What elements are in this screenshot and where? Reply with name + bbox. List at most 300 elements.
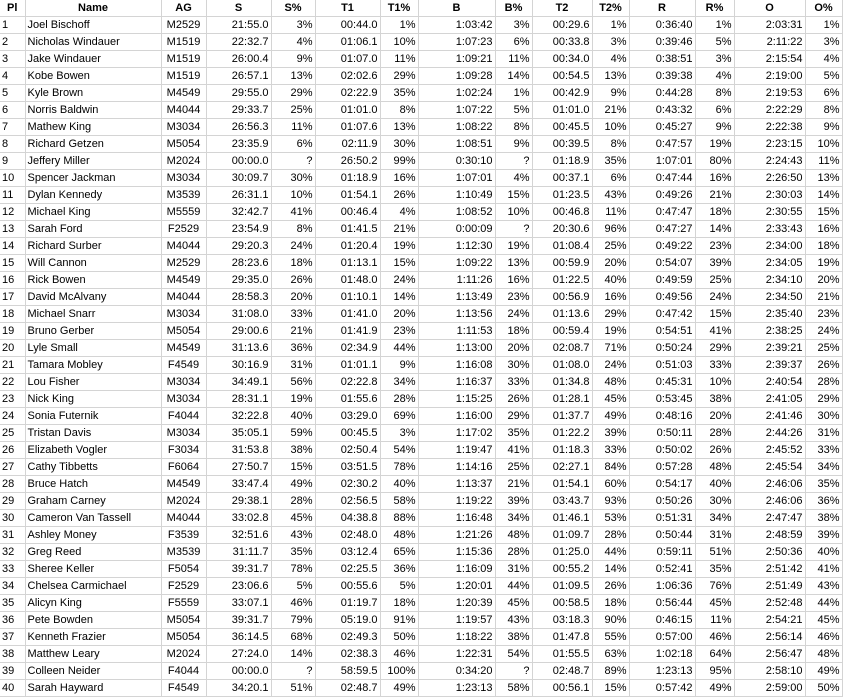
cell-pl[interactable]: 40: [0, 680, 25, 697]
cell-b[interactable]: 1:20:01: [418, 578, 495, 595]
cell-b[interactable]: 0:00:09: [418, 221, 495, 238]
cell-name[interactable]: Michael Snarr: [25, 306, 161, 323]
cell-b[interactable]: 1:13:56: [418, 306, 495, 323]
cell-pl[interactable]: 31: [0, 527, 25, 544]
cell-o[interactable]: 2:19:00: [734, 68, 805, 85]
cell-t2-pct[interactable]: 10%: [592, 119, 629, 136]
cell-o[interactable]: 2:51:42: [734, 561, 805, 578]
cell-b-pct[interactable]: 13%: [495, 255, 532, 272]
cell-pl[interactable]: 6: [0, 102, 25, 119]
cell-t1[interactable]: 02:48.7: [315, 680, 380, 697]
cell-r-pct[interactable]: 31%: [695, 527, 734, 544]
cell-pl[interactable]: 29: [0, 493, 25, 510]
cell-name[interactable]: Matthew Leary: [25, 646, 161, 663]
cell-r-pct[interactable]: 45%: [695, 595, 734, 612]
cell-o-pct[interactable]: 13%: [805, 170, 842, 187]
cell-pl[interactable]: 38: [0, 646, 25, 663]
cell-o-pct[interactable]: 8%: [805, 102, 842, 119]
cell-t2[interactable]: 20:30.6: [532, 221, 592, 238]
cell-t2[interactable]: 00:45.5: [532, 119, 592, 136]
cell-t1-pct[interactable]: 20%: [380, 306, 418, 323]
cell-b[interactable]: 1:07:01: [418, 170, 495, 187]
cell-o-pct[interactable]: 4%: [805, 51, 842, 68]
cell-t1[interactable]: 01:54.1: [315, 187, 380, 204]
cell-t2-pct[interactable]: 1%: [592, 17, 629, 34]
header-o[interactable]: O: [734, 0, 805, 17]
cell-t2[interactable]: 00:59.9: [532, 255, 592, 272]
cell-ag[interactable]: M3034: [161, 306, 206, 323]
cell-t1-pct[interactable]: 16%: [380, 170, 418, 187]
cell-r-pct[interactable]: 49%: [695, 680, 734, 697]
cell-ag[interactable]: M4549: [161, 85, 206, 102]
cell-s-pct[interactable]: 18%: [271, 255, 315, 272]
cell-s[interactable]: 23:06.6: [206, 578, 271, 595]
cell-s-pct[interactable]: 43%: [271, 527, 315, 544]
cell-s-pct[interactable]: 45%: [271, 510, 315, 527]
cell-t1-pct[interactable]: 10%: [380, 34, 418, 51]
table-row[interactable]: [0, 102, 842, 119]
cell-r-pct[interactable]: 21%: [695, 187, 734, 204]
cell-t2-pct[interactable]: 71%: [592, 340, 629, 357]
cell-t1-pct[interactable]: 13%: [380, 119, 418, 136]
cell-o[interactable]: 2:22:38: [734, 119, 805, 136]
cell-s-pct[interactable]: 35%: [271, 544, 315, 561]
cell-t1-pct[interactable]: 91%: [380, 612, 418, 629]
cell-pl[interactable]: 14: [0, 238, 25, 255]
cell-b[interactable]: 1:13:49: [418, 289, 495, 306]
cell-t1[interactable]: 00:44.0: [315, 17, 380, 34]
cell-ag[interactable]: F5054: [161, 561, 206, 578]
cell-t1-pct[interactable]: 8%: [380, 102, 418, 119]
header-name[interactable]: Name: [25, 0, 161, 17]
cell-s-pct[interactable]: 68%: [271, 629, 315, 646]
cell-ag[interactable]: M3539: [161, 544, 206, 561]
cell-s[interactable]: 36:14.5: [206, 629, 271, 646]
cell-t1-pct[interactable]: 14%: [380, 289, 418, 306]
cell-s[interactable]: 28:31.1: [206, 391, 271, 408]
table-row[interactable]: [0, 272, 842, 289]
cell-t2-pct[interactable]: 44%: [592, 544, 629, 561]
cell-r-pct[interactable]: 26%: [695, 442, 734, 459]
cell-o[interactable]: 2:22:29: [734, 102, 805, 119]
cell-b-pct[interactable]: 58%: [495, 680, 532, 697]
cell-t1-pct[interactable]: 48%: [380, 527, 418, 544]
header-b[interactable]: B: [418, 0, 495, 17]
cell-s-pct[interactable]: 30%: [271, 170, 315, 187]
table-row[interactable]: [0, 680, 842, 697]
cell-o[interactable]: 2:30:03: [734, 187, 805, 204]
cell-r[interactable]: 0:36:40: [629, 17, 695, 34]
cell-b-pct[interactable]: 3%: [495, 17, 532, 34]
cell-s-pct[interactable]: 21%: [271, 323, 315, 340]
cell-r-pct[interactable]: 41%: [695, 323, 734, 340]
cell-b-pct[interactable]: 15%: [495, 187, 532, 204]
table-row[interactable]: [0, 340, 842, 357]
cell-b-pct[interactable]: 31%: [495, 561, 532, 578]
cell-pl[interactable]: 19: [0, 323, 25, 340]
cell-b-pct[interactable]: 9%: [495, 136, 532, 153]
cell-ag[interactable]: M4044: [161, 238, 206, 255]
cell-t2[interactable]: 00:34.0: [532, 51, 592, 68]
cell-t1[interactable]: 01:41.9: [315, 323, 380, 340]
cell-t1[interactable]: 02:02.6: [315, 68, 380, 85]
table-row[interactable]: [0, 255, 842, 272]
cell-s-pct[interactable]: 46%: [271, 595, 315, 612]
cell-pl[interactable]: 26: [0, 442, 25, 459]
cell-r-pct[interactable]: 9%: [695, 119, 734, 136]
cell-b-pct[interactable]: 14%: [495, 68, 532, 85]
cell-r[interactable]: 0:52:41: [629, 561, 695, 578]
cell-r[interactable]: 0:57:00: [629, 629, 695, 646]
cell-s[interactable]: 28:58.3: [206, 289, 271, 306]
cell-b[interactable]: 1:16:09: [418, 561, 495, 578]
cell-r[interactable]: 1:02:18: [629, 646, 695, 663]
cell-t1-pct[interactable]: 4%: [380, 204, 418, 221]
cell-b-pct[interactable]: 18%: [495, 323, 532, 340]
cell-s[interactable]: 32:42.7: [206, 204, 271, 221]
cell-t2-pct[interactable]: 45%: [592, 391, 629, 408]
cell-s-pct[interactable]: ?: [271, 153, 315, 170]
cell-name[interactable]: Tamara Mobley: [25, 357, 161, 374]
cell-t2-pct[interactable]: 43%: [592, 187, 629, 204]
cell-s-pct[interactable]: 26%: [271, 272, 315, 289]
cell-b[interactable]: 1:09:22: [418, 255, 495, 272]
cell-s[interactable]: 39:31.7: [206, 612, 271, 629]
cell-pl[interactable]: 10: [0, 170, 25, 187]
cell-t1-pct[interactable]: 19%: [380, 238, 418, 255]
cell-t2[interactable]: 00:39.5: [532, 136, 592, 153]
cell-name[interactable]: Will Cannon: [25, 255, 161, 272]
cell-name[interactable]: Lyle Small: [25, 340, 161, 357]
cell-t1-pct[interactable]: 5%: [380, 578, 418, 595]
cell-b-pct[interactable]: 6%: [495, 34, 532, 51]
cell-ag[interactable]: M4549: [161, 272, 206, 289]
cell-b[interactable]: 1:19:22: [418, 493, 495, 510]
cell-name[interactable]: Cathy Tibbetts: [25, 459, 161, 476]
cell-b[interactable]: 1:11:26: [418, 272, 495, 289]
cell-t1[interactable]: 02:56.5: [315, 493, 380, 510]
table-row[interactable]: [0, 561, 842, 578]
cell-o[interactable]: 2:34:00: [734, 238, 805, 255]
table-row[interactable]: [0, 119, 842, 136]
cell-t2-pct[interactable]: 55%: [592, 629, 629, 646]
cell-b[interactable]: 1:09:21: [418, 51, 495, 68]
cell-t1[interactable]: 02:48.0: [315, 527, 380, 544]
cell-pl[interactable]: 1: [0, 17, 25, 34]
table-row[interactable]: [0, 646, 842, 663]
cell-t1-pct[interactable]: 21%: [380, 221, 418, 238]
cell-pl[interactable]: 39: [0, 663, 25, 680]
cell-o[interactable]: 2:30:55: [734, 204, 805, 221]
cell-ag[interactable]: F4549: [161, 680, 206, 697]
table-row[interactable]: [0, 442, 842, 459]
cell-t2-pct[interactable]: 84%: [592, 459, 629, 476]
cell-name[interactable]: Alicyn King: [25, 595, 161, 612]
cell-t1[interactable]: 02:30.2: [315, 476, 380, 493]
cell-t1-pct[interactable]: 29%: [380, 68, 418, 85]
cell-t1[interactable]: 03:51.5: [315, 459, 380, 476]
cell-o-pct[interactable]: 31%: [805, 425, 842, 442]
cell-o-pct[interactable]: 23%: [805, 306, 842, 323]
table-row[interactable]: [0, 51, 842, 68]
table-row[interactable]: [0, 68, 842, 85]
cell-s-pct[interactable]: 11%: [271, 119, 315, 136]
cell-t1[interactable]: 01:07.6: [315, 119, 380, 136]
cell-s[interactable]: 39:31.7: [206, 561, 271, 578]
cell-s[interactable]: 27:50.7: [206, 459, 271, 476]
cell-s-pct[interactable]: 29%: [271, 85, 315, 102]
cell-b[interactable]: 1:22:31: [418, 646, 495, 663]
cell-r[interactable]: 0:54:07: [629, 255, 695, 272]
table-row[interactable]: [0, 578, 842, 595]
cell-b[interactable]: 0:34:20: [418, 663, 495, 680]
cell-b[interactable]: 1:15:36: [418, 544, 495, 561]
cell-name[interactable]: Joel Bischoff: [25, 17, 161, 34]
cell-b[interactable]: 0:30:10: [418, 153, 495, 170]
cell-t2-pct[interactable]: 48%: [592, 374, 629, 391]
cell-t1-pct[interactable]: 69%: [380, 408, 418, 425]
header-t1-pct[interactable]: T1%: [380, 0, 418, 17]
cell-name[interactable]: David McAlvany: [25, 289, 161, 306]
header-r[interactable]: R: [629, 0, 695, 17]
cell-t2[interactable]: 01:09.7: [532, 527, 592, 544]
table-row[interactable]: [0, 221, 842, 238]
cell-ag[interactable]: M3034: [161, 119, 206, 136]
cell-t1[interactable]: 02:50.4: [315, 442, 380, 459]
cell-ag[interactable]: M5054: [161, 136, 206, 153]
cell-r[interactable]: 0:50:44: [629, 527, 695, 544]
cell-b[interactable]: 1:09:28: [418, 68, 495, 85]
cell-r[interactable]: 1:07:01: [629, 153, 695, 170]
cell-pl[interactable]: 2: [0, 34, 25, 51]
cell-b-pct[interactable]: 4%: [495, 170, 532, 187]
cell-o-pct[interactable]: 28%: [805, 374, 842, 391]
cell-t2[interactable]: 00:58.5: [532, 595, 592, 612]
cell-r-pct[interactable]: 76%: [695, 578, 734, 595]
cell-o-pct[interactable]: 36%: [805, 493, 842, 510]
cell-ag[interactable]: F3034: [161, 442, 206, 459]
cell-o-pct[interactable]: 15%: [805, 204, 842, 221]
cell-r-pct[interactable]: 51%: [695, 544, 734, 561]
cell-ag[interactable]: F3539: [161, 527, 206, 544]
cell-r-pct[interactable]: 1%: [695, 17, 734, 34]
cell-b-pct[interactable]: 21%: [495, 476, 532, 493]
cell-t2-pct[interactable]: 4%: [592, 51, 629, 68]
cell-o[interactable]: 2:46:06: [734, 476, 805, 493]
cell-t1-pct[interactable]: 23%: [380, 323, 418, 340]
cell-t2[interactable]: 01:34.8: [532, 374, 592, 391]
cell-pl[interactable]: 23: [0, 391, 25, 408]
cell-r-pct[interactable]: 38%: [695, 391, 734, 408]
table-row[interactable]: [0, 391, 842, 408]
table-row[interactable]: [0, 527, 842, 544]
cell-ag[interactable]: M5559: [161, 204, 206, 221]
cell-o-pct[interactable]: 18%: [805, 238, 842, 255]
cell-t2[interactable]: 03:43.7: [532, 493, 592, 510]
cell-s[interactable]: 34:49.1: [206, 374, 271, 391]
cell-t1[interactable]: 01:13.1: [315, 255, 380, 272]
cell-r-pct[interactable]: 10%: [695, 374, 734, 391]
cell-o[interactable]: 2:26:50: [734, 170, 805, 187]
cell-r-pct[interactable]: 80%: [695, 153, 734, 170]
cell-t2-pct[interactable]: 26%: [592, 578, 629, 595]
cell-s[interactable]: 26:31.1: [206, 187, 271, 204]
cell-pl[interactable]: 20: [0, 340, 25, 357]
cell-pl[interactable]: 37: [0, 629, 25, 646]
cell-s[interactable]: 30:09.7: [206, 170, 271, 187]
cell-pl[interactable]: 27: [0, 459, 25, 476]
cell-t1[interactable]: 01:18.9: [315, 170, 380, 187]
cell-t1[interactable]: 00:55.6: [315, 578, 380, 595]
cell-pl[interactable]: 25: [0, 425, 25, 442]
cell-s-pct[interactable]: 56%: [271, 374, 315, 391]
cell-s[interactable]: 29:00.6: [206, 323, 271, 340]
table-row[interactable]: [0, 374, 842, 391]
cell-o-pct[interactable]: 24%: [805, 323, 842, 340]
cell-r[interactable]: 0:50:11: [629, 425, 695, 442]
cell-b[interactable]: 1:08:22: [418, 119, 495, 136]
cell-o[interactable]: 2:45:54: [734, 459, 805, 476]
cell-pl[interactable]: 8: [0, 136, 25, 153]
cell-ag[interactable]: M1519: [161, 68, 206, 85]
cell-s-pct[interactable]: 49%: [271, 476, 315, 493]
cell-b[interactable]: 1:16:37: [418, 374, 495, 391]
cell-b-pct[interactable]: 5%: [495, 102, 532, 119]
cell-ag[interactable]: M5054: [161, 612, 206, 629]
cell-b[interactable]: 1:17:02: [418, 425, 495, 442]
cell-t1-pct[interactable]: 9%: [380, 357, 418, 374]
cell-r[interactable]: 0:51:31: [629, 510, 695, 527]
cell-s-pct[interactable]: 10%: [271, 187, 315, 204]
cell-ag[interactable]: M5054: [161, 323, 206, 340]
cell-t2[interactable]: 02:27.1: [532, 459, 592, 476]
cell-s[interactable]: 29:35.0: [206, 272, 271, 289]
cell-t2[interactable]: 01:55.5: [532, 646, 592, 663]
cell-b-pct[interactable]: 10%: [495, 204, 532, 221]
cell-t1-pct[interactable]: 18%: [380, 595, 418, 612]
cell-name[interactable]: Sarah Hayward: [25, 680, 161, 697]
cell-t2-pct[interactable]: 8%: [592, 136, 629, 153]
cell-t1-pct[interactable]: 49%: [380, 680, 418, 697]
cell-ag[interactable]: M4044: [161, 510, 206, 527]
cell-o-pct[interactable]: 11%: [805, 153, 842, 170]
cell-o[interactable]: 2:34:05: [734, 255, 805, 272]
cell-o-pct[interactable]: 3%: [805, 34, 842, 51]
cell-pl[interactable]: 32: [0, 544, 25, 561]
cell-t1[interactable]: 02:49.3: [315, 629, 380, 646]
cell-s[interactable]: 29:20.3: [206, 238, 271, 255]
cell-o[interactable]: 2:41:46: [734, 408, 805, 425]
cell-s[interactable]: 30:16.9: [206, 357, 271, 374]
cell-s-pct[interactable]: 38%: [271, 442, 315, 459]
cell-t1[interactable]: 26:50.2: [315, 153, 380, 170]
cell-r[interactable]: 0:48:16: [629, 408, 695, 425]
cell-r[interactable]: 0:45:31: [629, 374, 695, 391]
cell-t2[interactable]: 00:59.4: [532, 323, 592, 340]
cell-t2[interactable]: 01:46.1: [532, 510, 592, 527]
cell-t2[interactable]: 03:18.3: [532, 612, 592, 629]
cell-ag[interactable]: M3034: [161, 391, 206, 408]
cell-s[interactable]: 31:53.8: [206, 442, 271, 459]
cell-t2-pct[interactable]: 89%: [592, 663, 629, 680]
cell-t1[interactable]: 02:22.8: [315, 374, 380, 391]
cell-name[interactable]: Michael King: [25, 204, 161, 221]
cell-r-pct[interactable]: 16%: [695, 170, 734, 187]
cell-b[interactable]: 1:07:23: [418, 34, 495, 51]
cell-t1-pct[interactable]: 44%: [380, 340, 418, 357]
cell-o[interactable]: 2:44:26: [734, 425, 805, 442]
cell-t1[interactable]: 00:46.4: [315, 204, 380, 221]
cell-pl[interactable]: 22: [0, 374, 25, 391]
cell-r[interactable]: 0:47:44: [629, 170, 695, 187]
header-b-pct[interactable]: B%: [495, 0, 532, 17]
cell-t1[interactable]: 02:25.5: [315, 561, 380, 578]
cell-t1-pct[interactable]: 54%: [380, 442, 418, 459]
cell-b-pct[interactable]: 19%: [495, 238, 532, 255]
cell-t2[interactable]: 00:56.1: [532, 680, 592, 697]
cell-t1[interactable]: 01:41.5: [315, 221, 380, 238]
cell-r[interactable]: 0:46:15: [629, 612, 695, 629]
cell-t2[interactable]: 02:48.7: [532, 663, 592, 680]
table-row[interactable]: [0, 238, 842, 255]
cell-r[interactable]: 0:50:02: [629, 442, 695, 459]
cell-t2-pct[interactable]: 6%: [592, 170, 629, 187]
cell-b-pct[interactable]: 54%: [495, 646, 532, 663]
cell-r-pct[interactable]: 24%: [695, 289, 734, 306]
cell-s-pct[interactable]: 8%: [271, 221, 315, 238]
cell-o[interactable]: 2:34:50: [734, 289, 805, 306]
cell-r[interactable]: 0:51:03: [629, 357, 695, 374]
cell-t2[interactable]: 00:56.9: [532, 289, 592, 306]
cell-t2-pct[interactable]: 33%: [592, 442, 629, 459]
cell-o[interactable]: 2:24:43: [734, 153, 805, 170]
table-row[interactable]: [0, 629, 842, 646]
cell-ag[interactable]: M2529: [161, 255, 206, 272]
cell-r-pct[interactable]: 28%: [695, 425, 734, 442]
cell-b[interactable]: 1:21:26: [418, 527, 495, 544]
cell-t1[interactable]: 01:07.0: [315, 51, 380, 68]
cell-s-pct[interactable]: 28%: [271, 493, 315, 510]
cell-s[interactable]: 00:00.0: [206, 153, 271, 170]
cell-o-pct[interactable]: 25%: [805, 340, 842, 357]
cell-t1-pct[interactable]: 34%: [380, 374, 418, 391]
cell-s-pct[interactable]: 33%: [271, 306, 315, 323]
cell-pl[interactable]: 21: [0, 357, 25, 374]
cell-o[interactable]: 2:19:53: [734, 85, 805, 102]
cell-t1-pct[interactable]: 28%: [380, 391, 418, 408]
cell-s[interactable]: 27:24.0: [206, 646, 271, 663]
cell-r[interactable]: 0:47:57: [629, 136, 695, 153]
cell-o-pct[interactable]: 5%: [805, 68, 842, 85]
cell-r[interactable]: 0:47:47: [629, 204, 695, 221]
cell-pl[interactable]: 9: [0, 153, 25, 170]
cell-b-pct[interactable]: 26%: [495, 391, 532, 408]
cell-b[interactable]: 1:12:30: [418, 238, 495, 255]
cell-b[interactable]: 1:15:25: [418, 391, 495, 408]
cell-b[interactable]: 1:16:08: [418, 357, 495, 374]
cell-r[interactable]: 0:47:27: [629, 221, 695, 238]
cell-name[interactable]: Jake Windauer: [25, 51, 161, 68]
cell-name[interactable]: Richard Getzen: [25, 136, 161, 153]
cell-name[interactable]: Mathew King: [25, 119, 161, 136]
cell-t2[interactable]: 00:54.5: [532, 68, 592, 85]
cell-name[interactable]: Dylan Kennedy: [25, 187, 161, 204]
cell-name[interactable]: Sonia Futernik: [25, 408, 161, 425]
cell-t1-pct[interactable]: 11%: [380, 51, 418, 68]
table-row[interactable]: [0, 357, 842, 374]
cell-pl[interactable]: 13: [0, 221, 25, 238]
cell-o-pct[interactable]: 38%: [805, 510, 842, 527]
